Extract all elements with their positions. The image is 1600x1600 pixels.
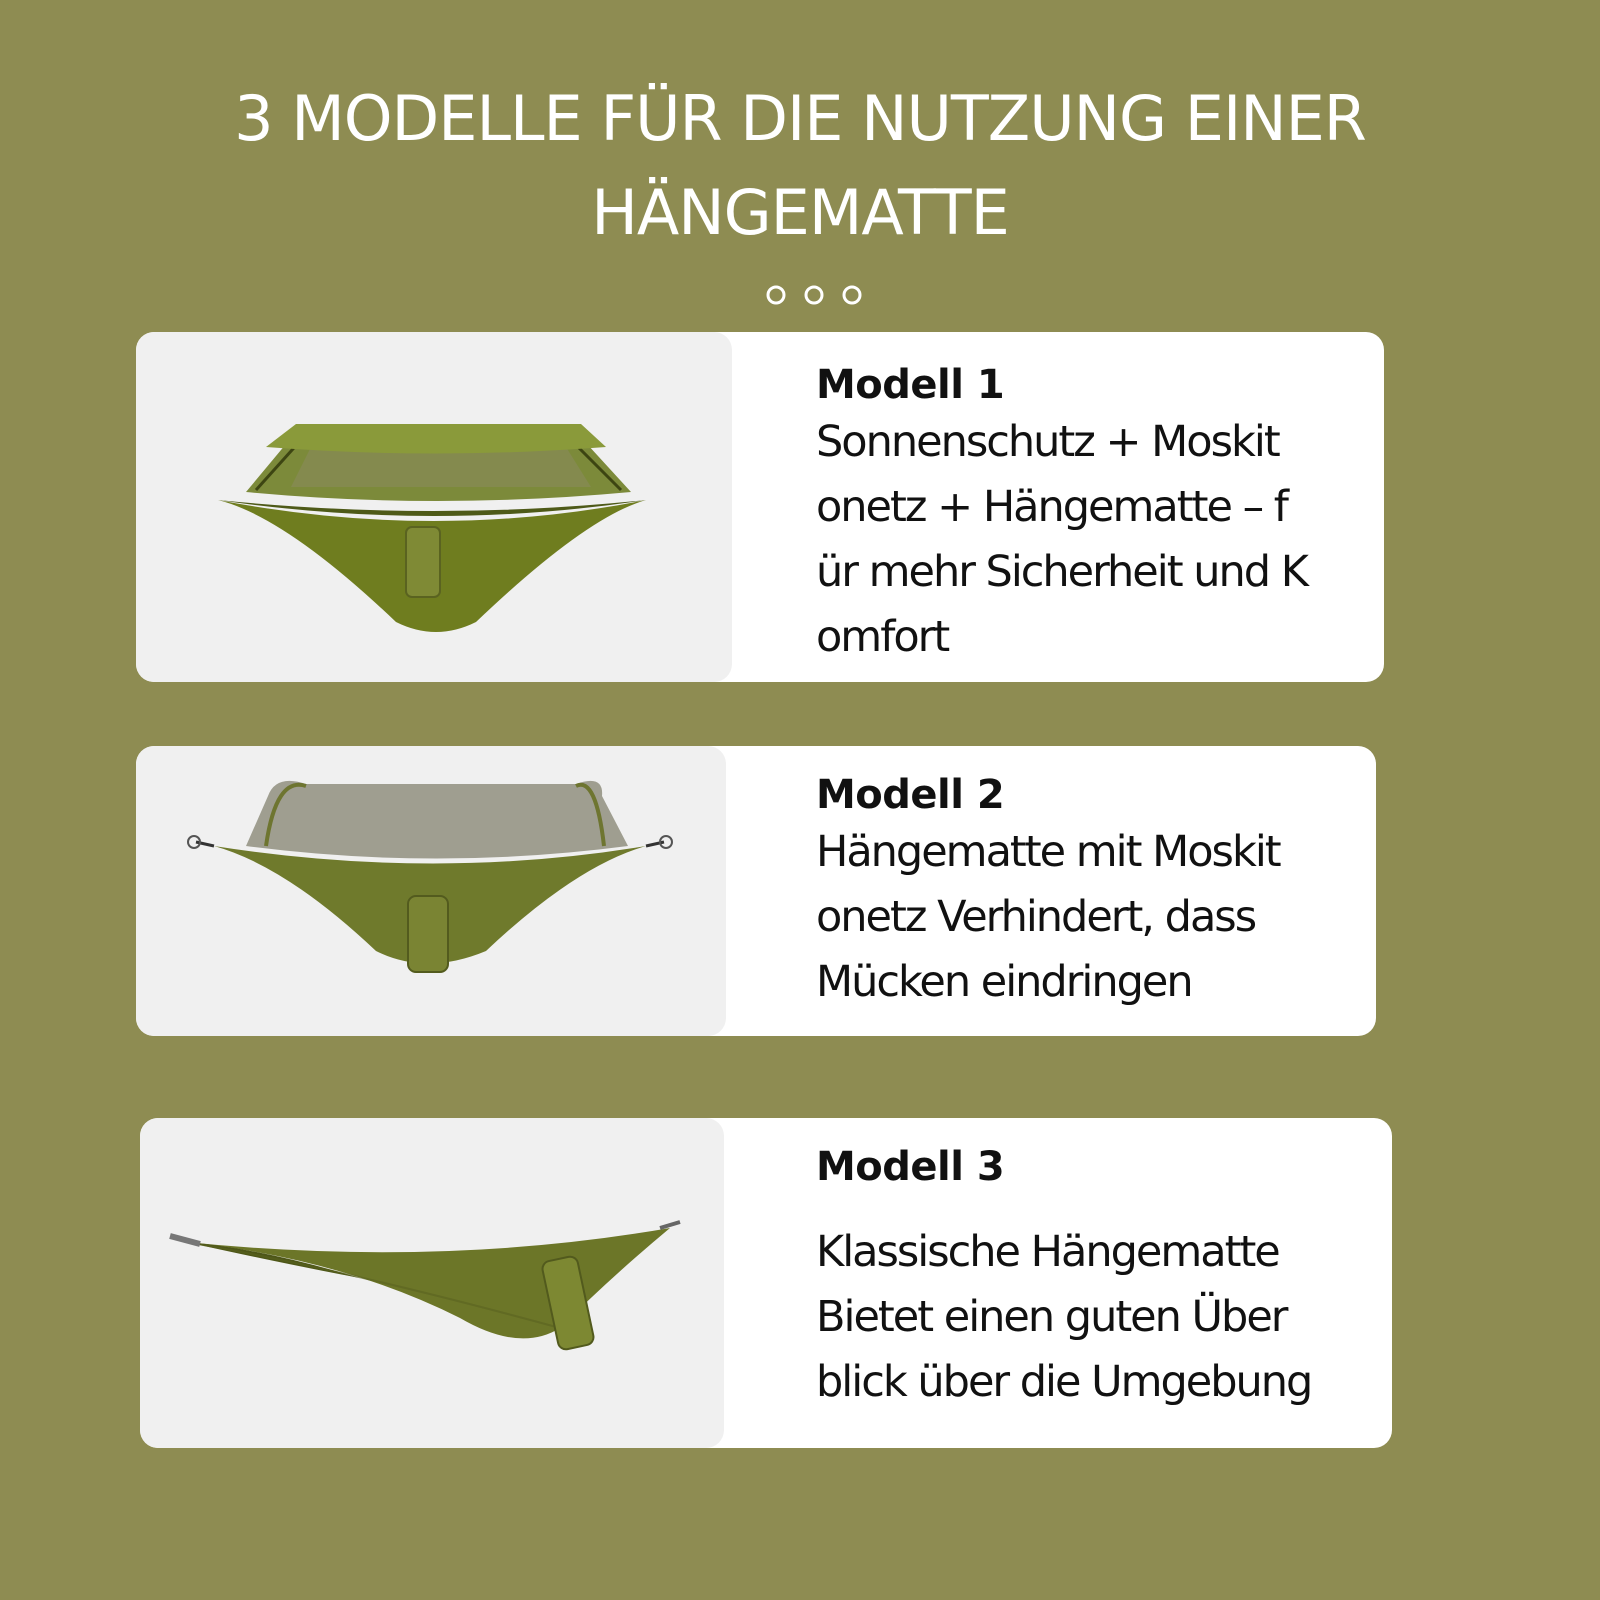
model-card-2 <box>136 746 1376 1036</box>
model-2-description: Hängematte mit Moskit onetz Verhindert, dass Mücken eindringen <box>816 827 1280 1007</box>
model-card-1 <box>136 332 1384 682</box>
three-dots-icon <box>764 284 864 306</box>
model-1-text <box>816 360 1376 670</box>
model-3-text <box>816 1142 1386 1415</box>
model-3-photo <box>140 1118 724 1448</box>
model-3-description: Klassische Hängematte Bietet einen guten Über blick über die Umgebung <box>816 1227 1312 1407</box>
model-2-text <box>816 770 1376 1015</box>
model-1-title: Modell 1 <box>816 362 1005 408</box>
model-card-3 <box>140 1118 1392 1448</box>
page-title <box>0 72 1600 260</box>
model-1-photo <box>136 332 732 682</box>
model-2-title: Modell 2 <box>816 772 1005 818</box>
hammock-with-sunshade-and-net-icon <box>136 332 732 682</box>
hammock-with-mosquito-net-icon <box>136 746 726 1036</box>
page-title-line-1: 3 MODELLE FÜR DIE NUTZUNG EINER <box>234 82 1366 155</box>
page-title-line-2: HÄNGEMATTE <box>591 176 1009 249</box>
classic-hammock-icon <box>140 1118 724 1448</box>
model-2-photo <box>136 746 726 1036</box>
model-3-title: Modell 3 <box>816 1144 1005 1190</box>
model-1-description: Sonnenschutz + Moskit onetz + Hängematte – f ür mehr Sicherheit und K omfort <box>816 417 1307 662</box>
